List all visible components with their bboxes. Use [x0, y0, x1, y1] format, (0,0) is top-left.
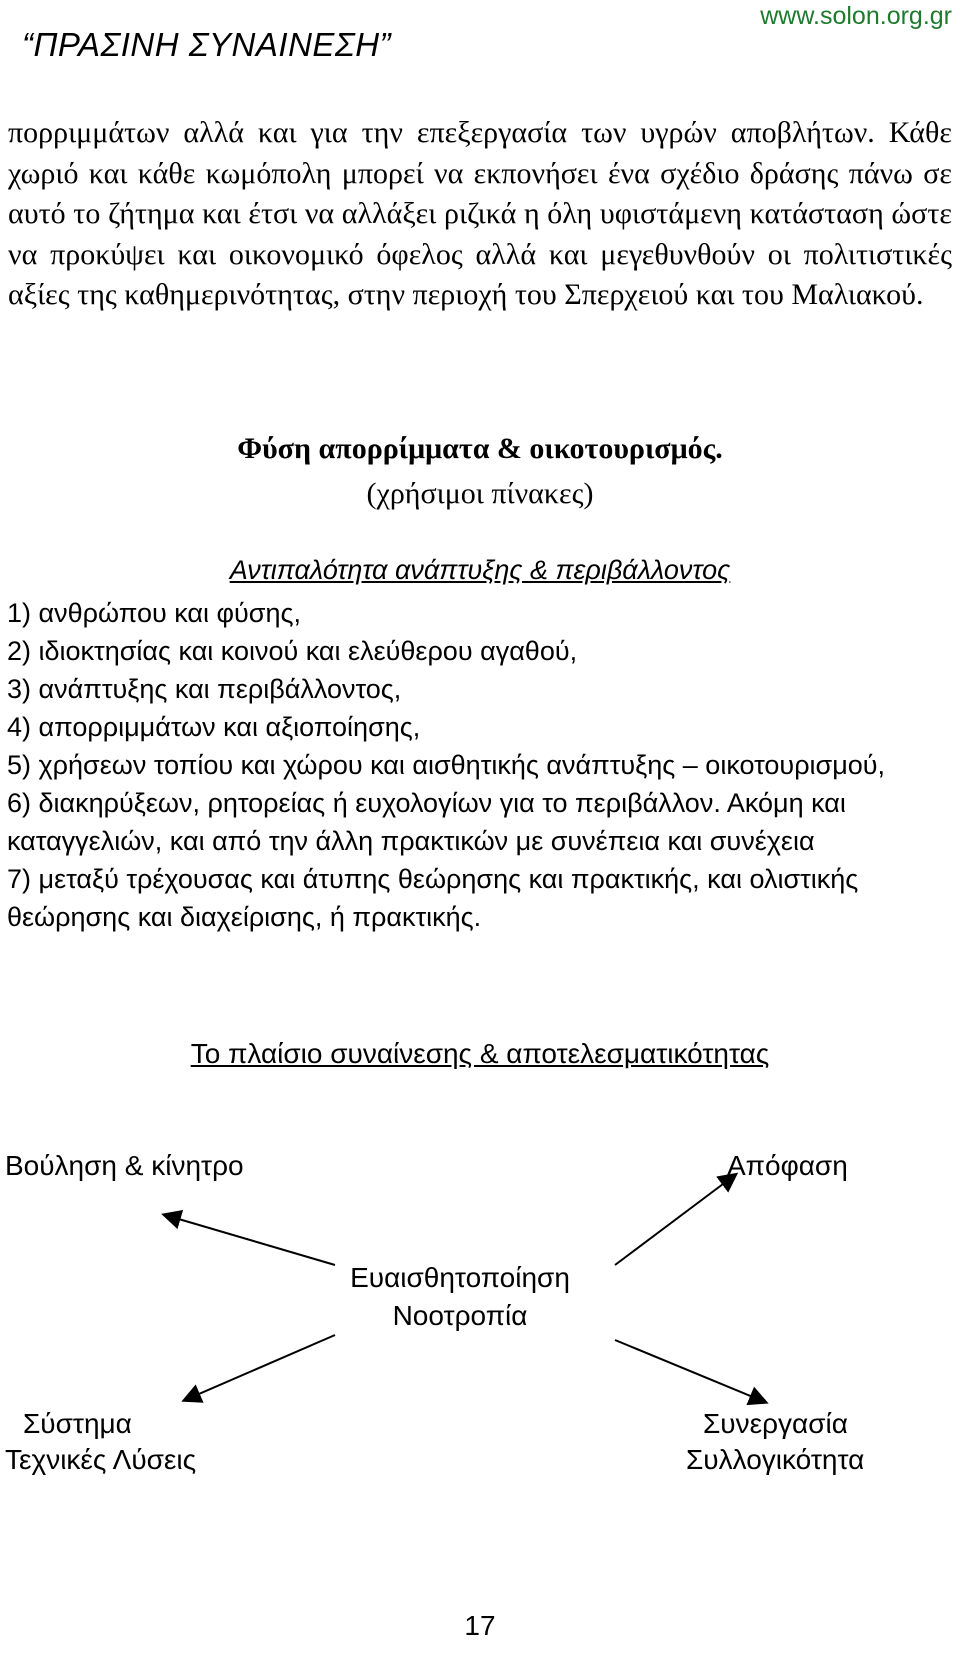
list-item: 4) απορριμμάτων και αξιοποίησης, [7, 712, 421, 742]
node-bottom-right-line2: Συλλογικότητα [686, 1444, 865, 1475]
page-number: 17 [464, 1610, 496, 1641]
list-item: 5) χρήσεων τοπίου και χώρου και αισθητικής ανάπτυξης – οικοτουρισμού, [7, 750, 886, 780]
list-item: 2) ιδιοκτησίας και κοινού και ελεύθερου αγαθού, [7, 636, 578, 666]
website-url[interactable]: www.solon.org.gr [760, 2, 952, 30]
node-center [335, 1260, 585, 1334]
running-header-title: “ΠΡΑΣΙΝΗ ΣΥΝΑΙΝΕΣΗ” [22, 26, 392, 63]
framework-diagram [0, 1120, 960, 1540]
framework-heading: Το πλαίσιο συναίνεσης & αποτελεσματικότητας [190, 1038, 770, 1069]
node-center-line1: Ευαισθητοποίηση [350, 1262, 570, 1293]
arrow-to-bottom-left [185, 1335, 335, 1400]
node-bottom-right [686, 1406, 864, 1478]
node-top-left: Βούληση & κίνητρο [5, 1150, 244, 1181]
list-item: 3) ανάπτυξης και περιβάλλοντος, [7, 674, 402, 704]
arrow-to-bottom-right [615, 1340, 765, 1402]
node-bottom-left-line2: Τεχνικές Λύσεις [5, 1444, 197, 1475]
node-bottom-right-line1: Συνεργασία [703, 1408, 848, 1439]
section-subtitle: (χρήσιμοι πίνακες) [366, 477, 594, 510]
node-center-line2: Νοοτροπία [392, 1300, 528, 1331]
list-item: 7) μεταξύ τρέχουσας και άτυπης θεώρησης και πρακτικής, και ολιστικής θεώρησης και διαχείρισης, ή πρακτικής. [7, 864, 859, 932]
node-bottom-left [5, 1406, 196, 1478]
arrow-to-top-left [165, 1215, 335, 1265]
list-item: 1) ανθρώπου και φύσης, [7, 598, 301, 628]
rivalry-heading: Αντιπαλότητα ανάπτυξης & περιβάλλοντος [229, 555, 731, 585]
list-item: 6) διακηρύξεων, ρητορείας ή ευχολογίων για το περιβάλλον. Ακόμη και καταγγελιών, και από την άλλη πρακτικών με συνέπεια και συνέχεια [7, 788, 846, 856]
arrow-to-top-right [615, 1175, 735, 1265]
body-paragraph: πορριμμάτων αλλά και για την επεξεργασία των υγρών αποβλήτων. Κάθε χωριό και κάθε κωμόπολη μπορεί να εκπονήσει ένα σχέδιο δράσης πάνω σε αυτό το ζήτημα και έτσι να αλλάξει ριζικά η όλη υφιστάμενη κατάσταση ώστε να προκύψει και οικονομικό όφελος αλλά και μεγεθυνθούν οι πολιτιστικές αξίες της καθημερινότητας, στην περιοχή του Σπερχειού και του Μαλιακού. [8, 116, 952, 311]
section-title: Φύση απορρίμματα & οικοτουρισμός. [237, 432, 723, 465]
node-bottom-left-line1: Σύστημα [23, 1408, 132, 1439]
rivalry-list [7, 594, 953, 936]
node-top-right: Απόφαση [727, 1150, 848, 1181]
